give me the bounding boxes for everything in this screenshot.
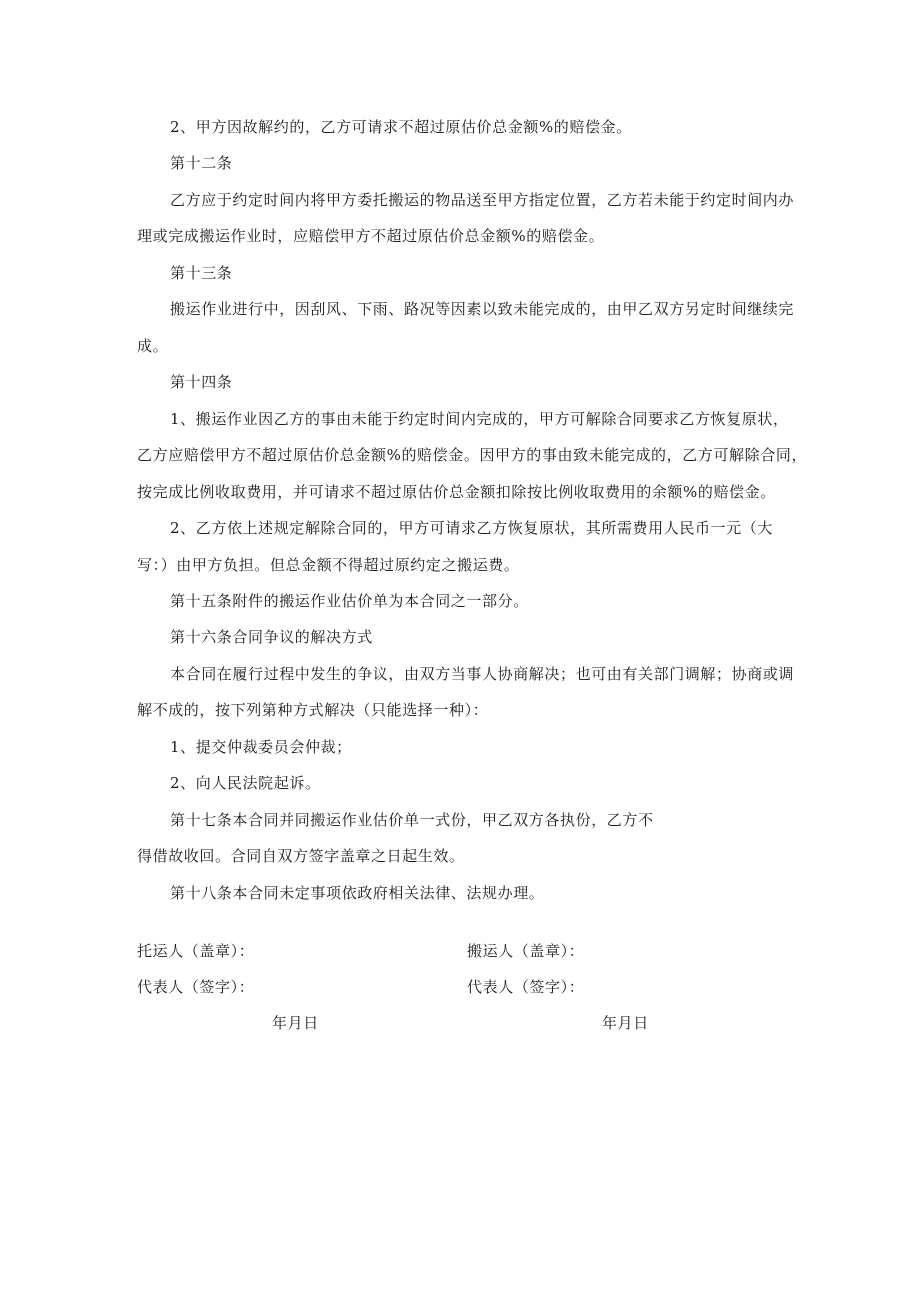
consignor-representative-label: 代表人（签字）： <box>137 978 255 996</box>
article-14-heading: 第十四条 <box>170 373 233 391</box>
article-16-heading: 第十六条合同争议的解决方式 <box>170 628 373 646</box>
article-17-text-line-1: 第十七条本合同并同搬运作业估价单一式份，甲乙双方各执份，乙方不 <box>170 811 654 829</box>
article-16-option-1: 1、提交仲裁委员会仲裁； <box>170 738 352 756</box>
article-18-text: 第十八条本合同未定事项依政府相关法律、法规办理。 <box>170 884 545 902</box>
article-12-heading: 第十二条 <box>170 154 233 172</box>
article-14-item-2-line-2: 写：）由甲方负担。但总金额不得超过原约定之搬运费。 <box>137 556 520 574</box>
article-15-text: 第十五条附件的搬运作业估价单为本合同之一部分。 <box>170 592 529 610</box>
article-12-text-line-1: 乙方应于约定时间内将甲方委托搬运的物品送至甲方指定位置，乙方若未能于约定时间内办 <box>170 191 795 209</box>
clause-11-item-2: 2、甲方因故解约的，乙方可请求不超过原估价总金额%的赔偿金。 <box>170 118 632 136</box>
carrier-seal-label: 搬运人（盖章）： <box>467 942 585 960</box>
article-14-item-1-line-2: 乙方应赔偿甲方不超过原估价总金额%的赔偿金。因甲方的事由致未能完成的，乙方可解除合同， <box>137 446 808 464</box>
article-14-item-1-line-1: 1、搬运作业因乙方的事由未能于约定时间内完成的，甲方可解除合同要求乙方恢复原状， <box>170 410 789 428</box>
article-13-heading: 第十三条 <box>170 264 233 282</box>
article-13-text-line-2: 成。 <box>137 337 169 355</box>
article-12-text-line-2: 理或完成搬运作业时，应赔偿甲方不超过原估价总金额%的赔偿金。 <box>137 227 605 245</box>
article-17-text-line-2: 得借故收回。合同自双方签字盖章之日起生效。 <box>137 847 465 865</box>
consignor-date-label: 年月日 <box>272 1014 319 1032</box>
article-13-text-line-1: 搬运作业进行中，因刮风、下雨、路况等因素以致未能完成的，由甲乙双方另定时间继续完 <box>170 300 795 318</box>
article-16-text-line-2: 解不成的，按下列第种方式解决（只能选择一种）： <box>137 701 489 719</box>
article-14-item-1-line-3: 按完成比例收取费用，并可请求不超过原估价总金额扣除按比例收取费用的余额%的赔偿金。 <box>137 483 776 501</box>
consignor-seal-label: 托运人（盖章）： <box>137 942 255 960</box>
carrier-date-label: 年月日 <box>602 1014 649 1032</box>
article-16-option-2: 2、向人民法院起诉。 <box>170 774 321 792</box>
article-16-text-line-1: 本合同在履行过程中发生的争议，由双方当事人协商解决；也可由有关部门调解；协商或调 <box>170 665 795 683</box>
carrier-representative-label: 代表人（签字）： <box>467 978 585 996</box>
article-14-item-2-line-1: 2、乙方依上述规定解除合同的，甲方可请求乙方恢复原状，其所需费用人民币一元（大 <box>170 519 773 537</box>
